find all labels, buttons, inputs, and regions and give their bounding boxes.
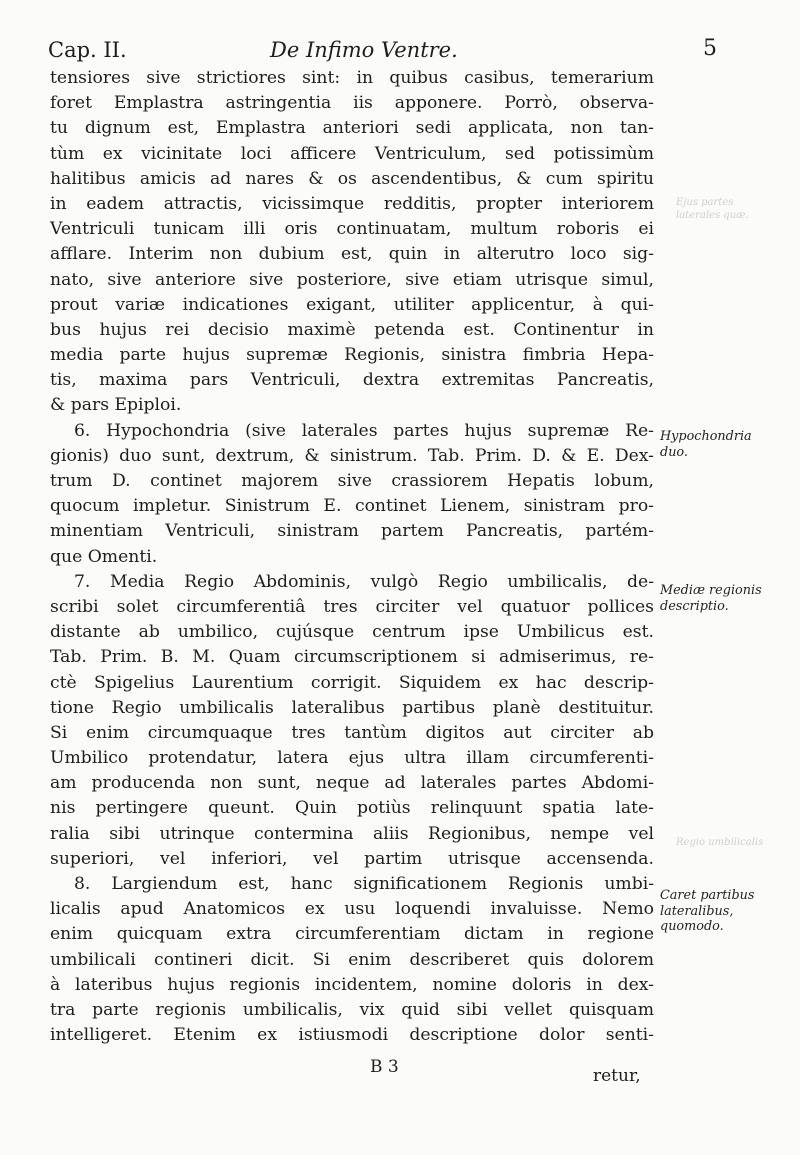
text-line: afflare. Interim non dubium est, quin in alterutro loco sig- bbox=[50, 244, 654, 265]
text-line: media parte hujus supremæ Regionis, sinistra fimbria Hepa- bbox=[50, 345, 654, 366]
text-line: Umbilico protendatur, latera ejus ultra illam circumferenti- bbox=[50, 748, 654, 769]
text-line: & pars Epiploi. bbox=[50, 395, 182, 416]
margin-note-hypochondria: Hypochondria duo. bbox=[660, 429, 752, 460]
text-line: distante ab umbilico, cujúsque centrum ipse Umbilicus est. bbox=[50, 622, 654, 643]
text-line: Tab. Prim. B. M. Quam circumscriptionem si admiserimus, re- bbox=[50, 647, 654, 668]
text-line: intelligeret. Etenim ex istiusmodi descriptione dolor senti- bbox=[50, 1025, 654, 1046]
text-line: nato, sive anteriore sive posteriore, sive etiam utrisque simul, bbox=[50, 269, 654, 290]
running-header bbox=[48, 38, 718, 68]
text-line: bus hujus rei decisio maximè petenda est. Continentur in bbox=[50, 319, 654, 340]
text-line: que Omenti. bbox=[50, 546, 158, 567]
margin-note-media-regio: Mediæ regionis descriptio. bbox=[660, 583, 762, 614]
text-line: ralia sibi utrinque contermina aliis Regionibus, nempe vel bbox=[50, 823, 654, 844]
text-line: tra parte regionis umbilicalis, vix quid sibi vellet quisquam bbox=[50, 999, 654, 1020]
text-line: tùm ex vicinitate loci afficere Ventriculum, sed potissimùm bbox=[50, 143, 654, 164]
text-line: am producenda non sunt, neque ad laterales partes Abdomi- bbox=[50, 773, 654, 794]
page-number: 5 bbox=[703, 36, 717, 61]
text-line: umbilicali contineri dicit. Si enim describeret quis dolorem bbox=[50, 949, 654, 970]
text-line: tensiores sive strictiores sint: in quibus casibus, temerarium bbox=[50, 68, 654, 88]
text-line: Si enim circumquaque tres tantùm digitos aut circiter ab bbox=[50, 722, 654, 743]
text-line: foret Emplastra astringentia iis apponere. Porrò, observa- bbox=[50, 93, 654, 114]
text-line: tis, maxima pars Ventriculi, dextra extremitas Pancreatis, bbox=[50, 370, 654, 391]
text-line: halitibus amicis ad nares & os ascendentibus, & cum spiritu bbox=[50, 168, 654, 189]
text-line: licalis apud Anatomicos ex usu loquendi invaluisse. Nemo bbox=[50, 899, 654, 920]
text-line: trum D. continet majorem sive crassiorem Hepatis lobum, bbox=[50, 471, 654, 491]
body-text bbox=[50, 66, 654, 1048]
text-line: nis pertingere queunt. Quin potiùs relinquunt spatia late- bbox=[50, 798, 654, 819]
show-through-note-lower: Regio umbilicalis bbox=[676, 837, 764, 848]
running-title: De Infimo Ventre. bbox=[270, 38, 458, 62]
text-line: scribi solet circumferentiâ tres circiter vel quatuor pollices bbox=[50, 596, 654, 617]
text-line: 6. Hypochondria (sive laterales partes hujus supremæ Re- bbox=[74, 420, 654, 441]
text-line: à lateribus hujus regionis incidentem, nomine doloris in dex- bbox=[50, 974, 654, 995]
text-line: enim quicquam extra circumferentiam dictam in regione bbox=[50, 924, 654, 945]
margin-note-caret-partibus: Caret partibus lateralibus, quomodo. bbox=[660, 888, 755, 934]
text-line: quocum impletur. Sinistrum E. continet Lienem, sinistram pro- bbox=[50, 496, 654, 517]
chapter-label: Cap. II. bbox=[48, 38, 127, 62]
text-line: superiori, vel inferiori, vel partim utrisque accensenda. bbox=[50, 848, 654, 869]
text-line: 8. Largiendum est, hanc significationem Regionis umbi- bbox=[74, 874, 654, 894]
text-line: gionis) duo sunt, dextrum, & sinistrum. Tab. Prim. D. & E. Dex- bbox=[50, 445, 654, 466]
text-line: Ventriculi tunicam illi oris continuatam, multum roboris ei bbox=[50, 219, 654, 240]
text-line: 7. Media Regio Abdominis, vulgò Regio umbilicalis, de- bbox=[74, 571, 654, 592]
text-line: tu dignum est, Emplastra anteriori sedi applicata, non tan- bbox=[50, 118, 654, 139]
text-line: in eadem attractis, vicissimque redditis, propter interiorem bbox=[50, 193, 654, 214]
catchword: retur, bbox=[593, 1066, 641, 1086]
text-line: prout variæ indicationes exigant, utiliter applicentur, à qui- bbox=[50, 294, 654, 315]
signature-mark: B 3 bbox=[370, 1057, 399, 1077]
text-line: tione Regio umbilicalis lateralibus partibus planè destituitur. bbox=[50, 697, 654, 718]
text-line: minentiam Ventriculi, sinistram partem Pancreatis, partém- bbox=[50, 521, 654, 542]
text-line: ctè Spigelius Laurentium corrigit. Siquidem ex hac descrip- bbox=[50, 672, 654, 693]
show-through-note-upper: Ejus partes laterales quæ. bbox=[676, 197, 749, 221]
